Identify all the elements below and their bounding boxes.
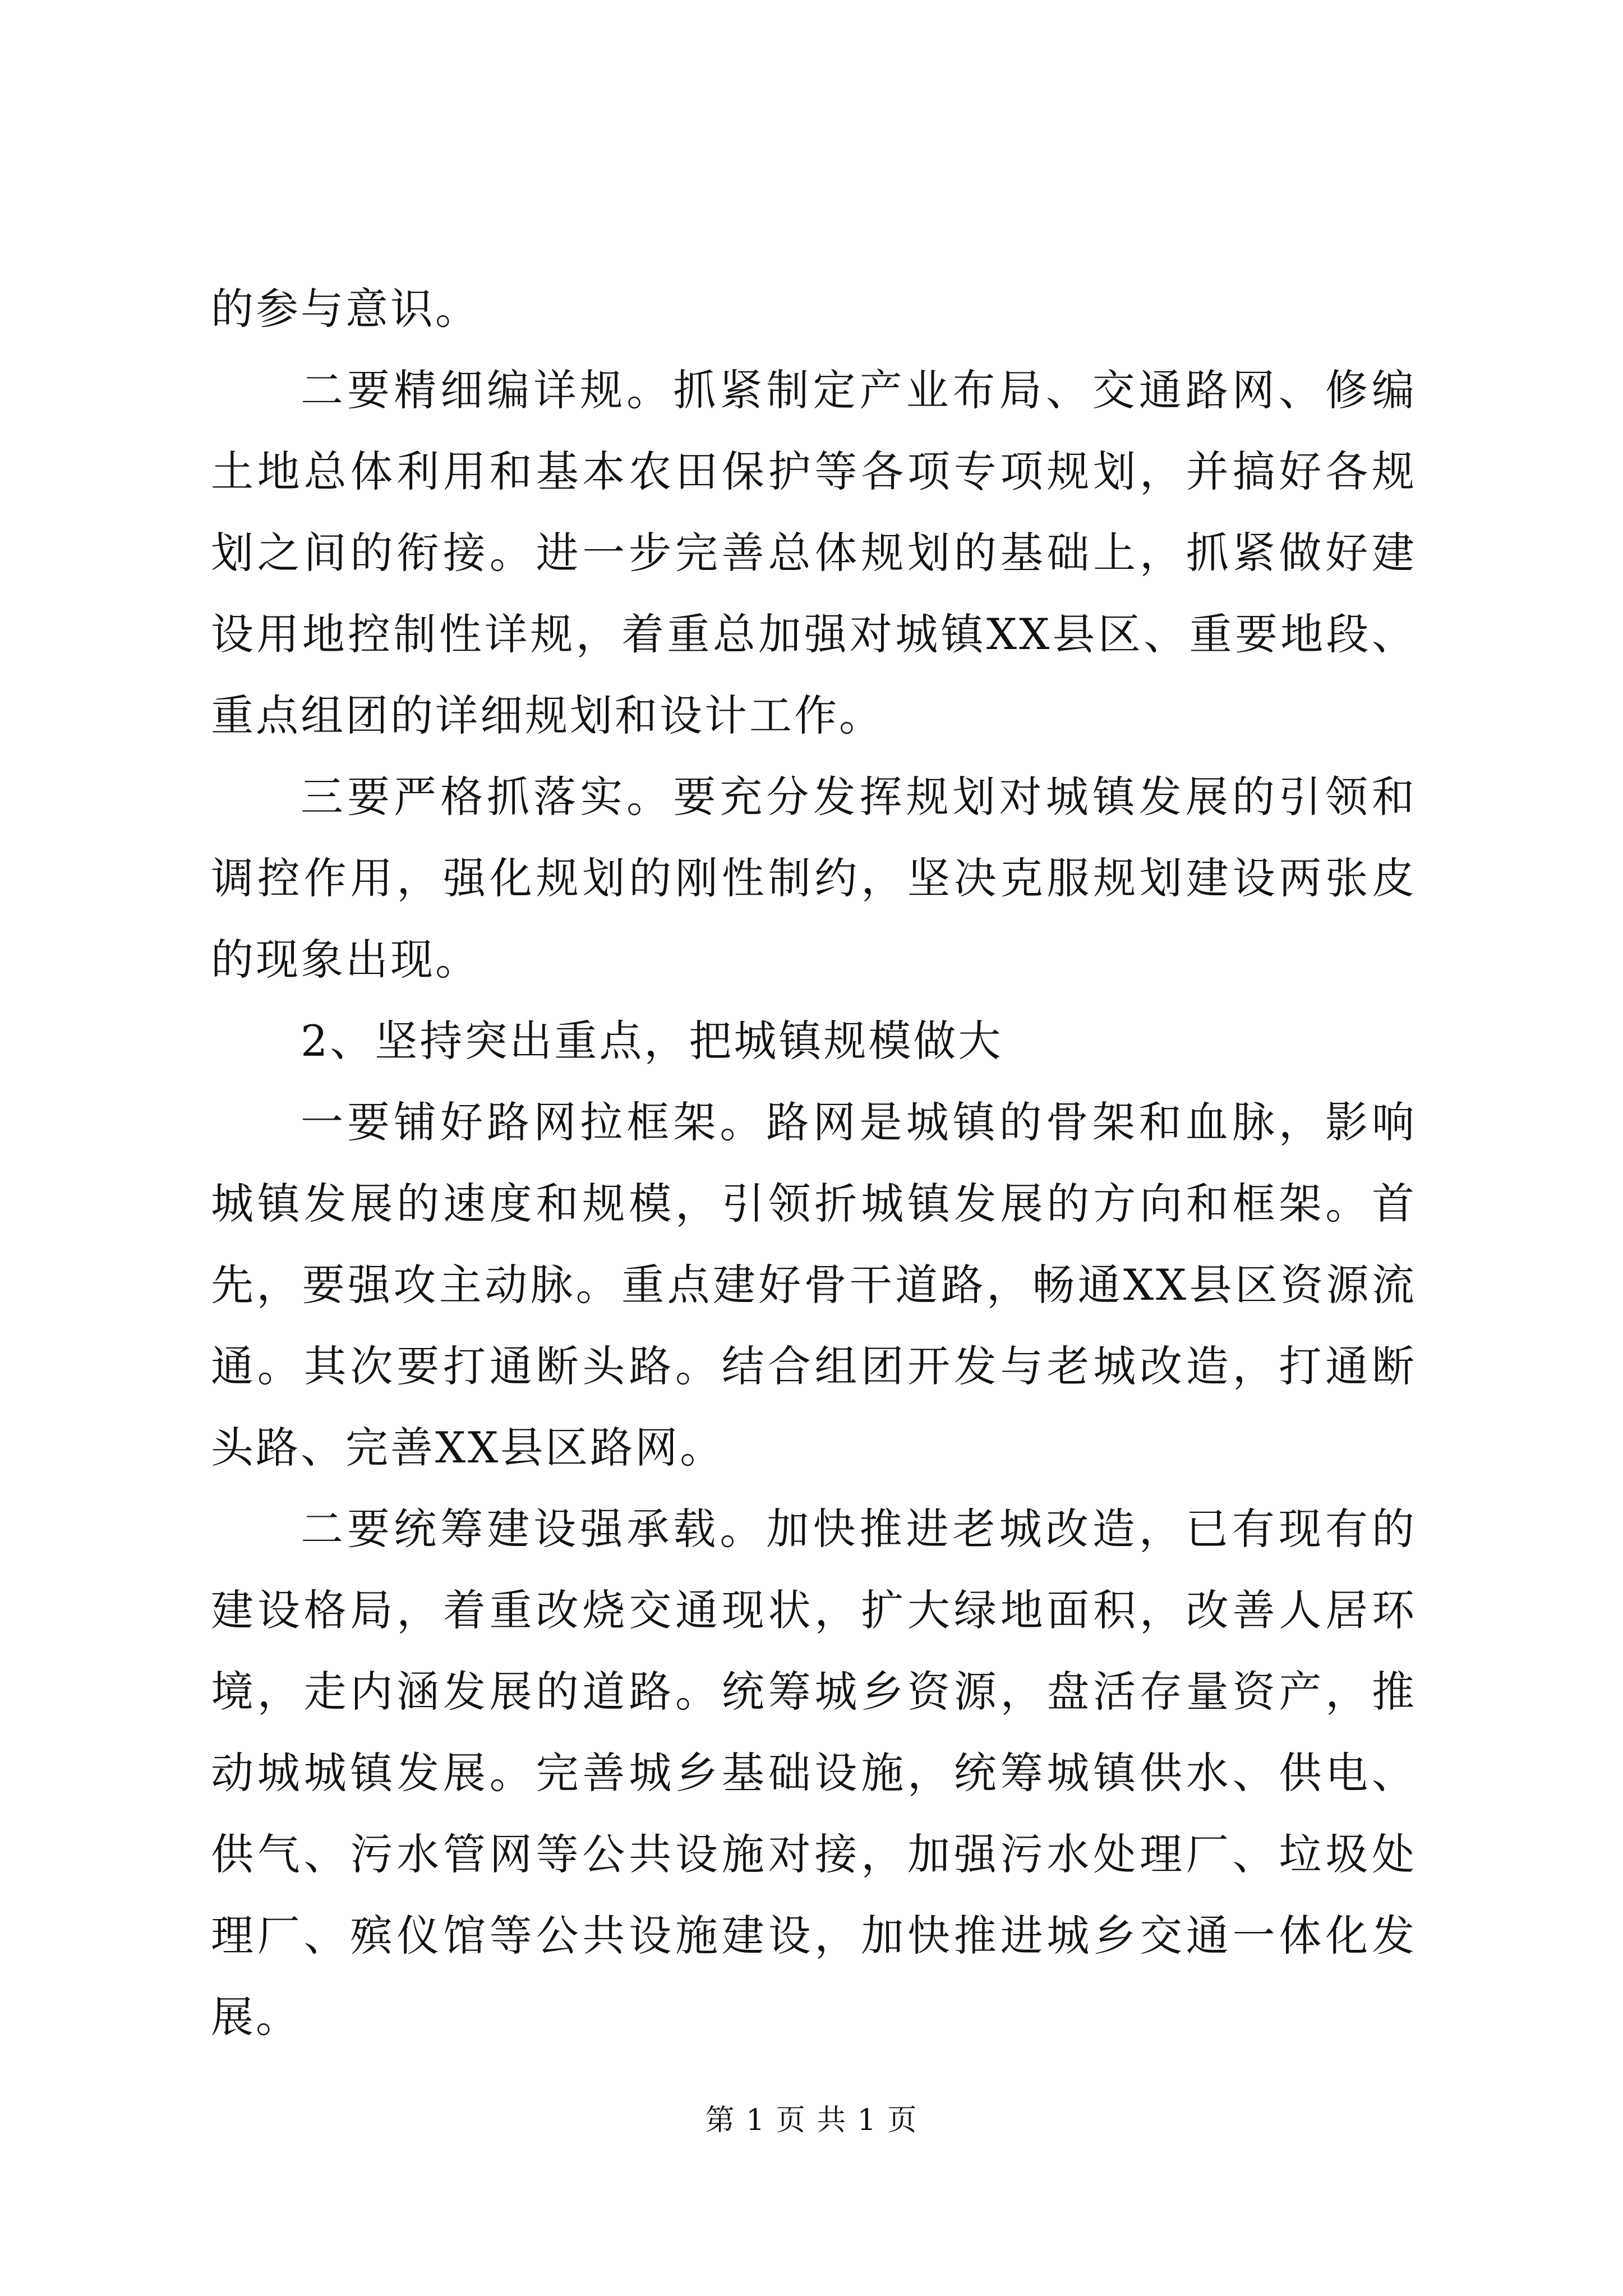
paragraph-detailed-planning: 二要精细编详规。抓紧制定产业布局、交通路网、修编土地总体利用和基本农田保护等各项专项规划，并搞好各规划之间的衔接。进一步完善总体规划的基础上，抓紧做好建设用地控制性详规，着重总加强对城镇XX县区、重要地段、重点组团的详细规划和设计工作。 xyxy=(211,365,1417,740)
page-footer: 第 1 页 共 1 页 xyxy=(705,2104,918,2137)
paragraph-road-network: 一要铺好路网拉框架。路网是城镇的骨架和血脉，影响城镇发展的速度和规模，引领折城镇发展的方向和框架。首先，要强攻主动脉。重点建好骨干道路，畅通XX县区资源流通。其次要打通断头路。结合组团开发与老城改造，打通断头路、完善XX县区路网。 xyxy=(211,1097,1417,1473)
section-heading: 2、坚持突出重点，把城镇规模做大 xyxy=(301,1016,1003,1066)
paragraph-coordinated-construction: 二要统筹建设强承载。加快推进老城改造，已有现有的建设格局，着重改烧交通现状，扩大绿地面积，改善人居环境，走内涵发展的道路。统筹城乡资源，盘活存量资产，推动城城镇发展。完善城乡基础设施，统筹城镇供水、供电、供气、污水管网等公共设施对接，加强污水处理厂、垃圾处理厂、殡仪馆等公共设施建设，加快推进城乡交通一体化发展。 xyxy=(211,1504,1417,2042)
paragraph-continuation: 的参与意识。 xyxy=(211,284,480,334)
paragraph-implementation: 三要严格抓落实。要充分发挥规划对城镇发展的引领和调控作用，强化规划的刚性制约，坚决克服规划建设两张皮的现象出现。 xyxy=(211,772,1417,984)
document-body xyxy=(211,268,1417,2058)
